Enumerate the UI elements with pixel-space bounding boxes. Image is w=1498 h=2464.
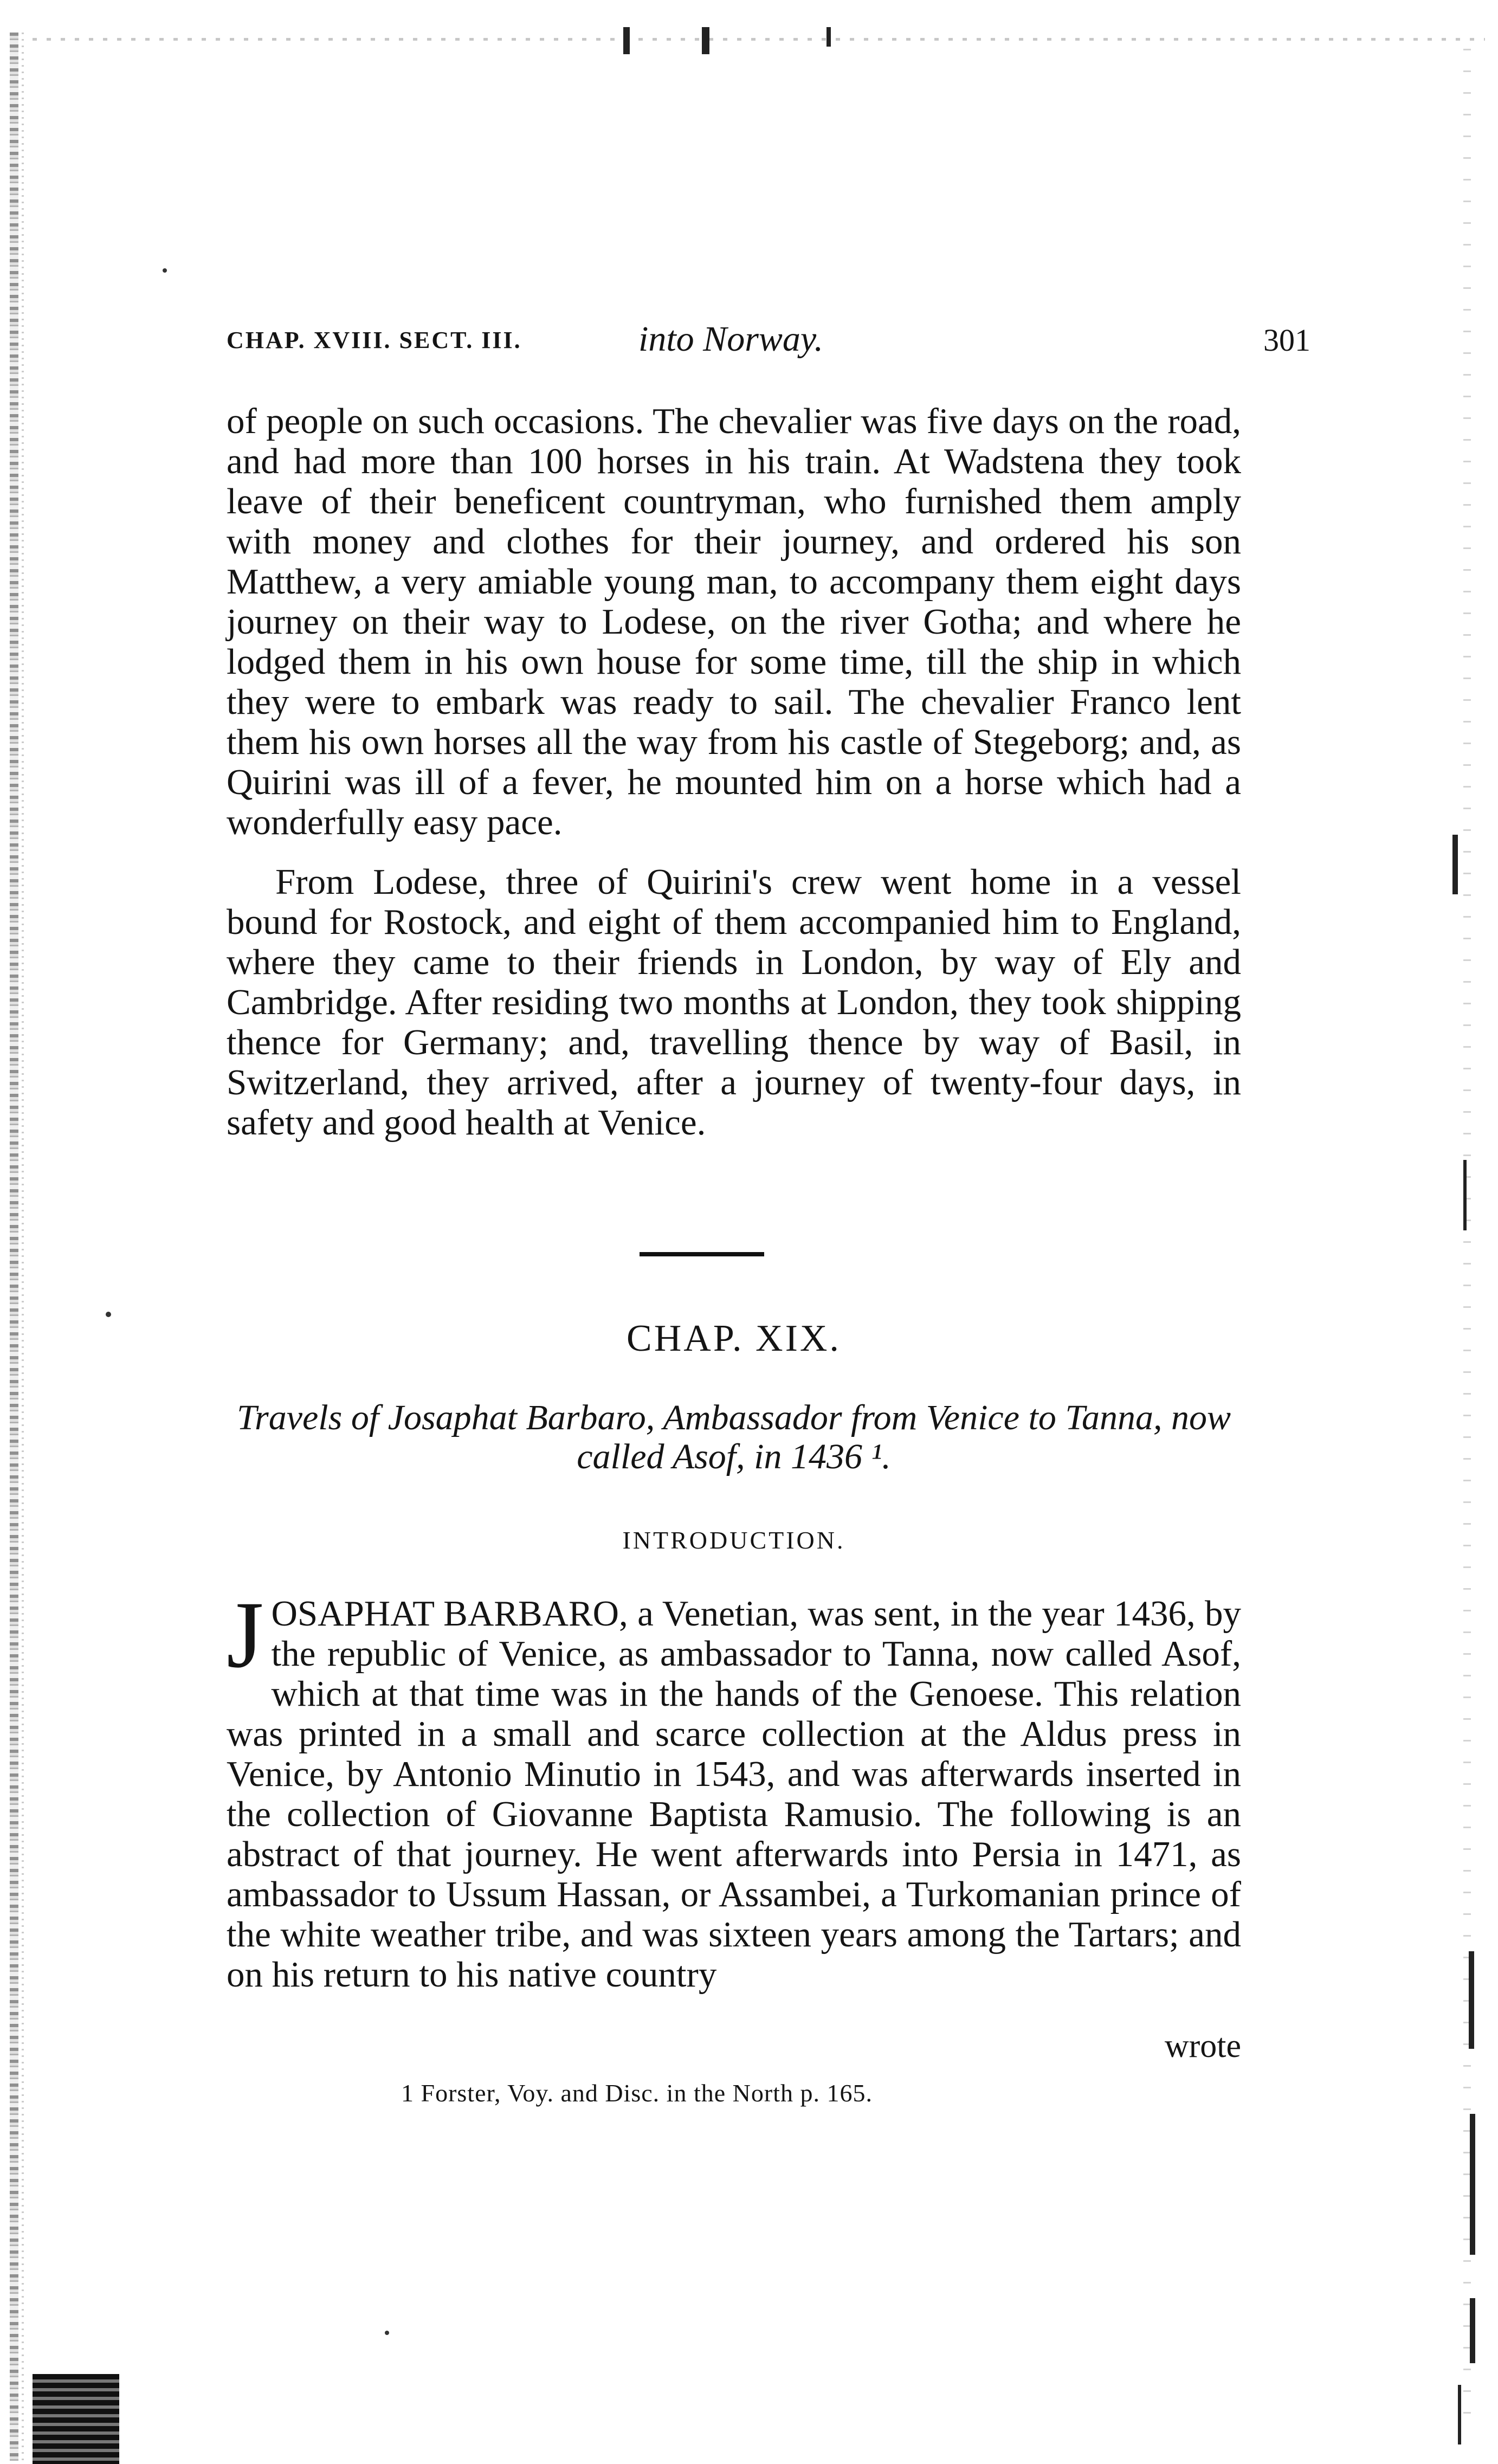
page-number: 301 — [1263, 322, 1310, 358]
footnote: 1 Forster, Voy. and Disc. in the North p. 165. — [401, 2079, 873, 2107]
scan-top-mark — [827, 27, 831, 47]
scan-right-mark — [1458, 2385, 1461, 2444]
scan-right-mark — [1469, 1951, 1474, 2049]
catchword: wrote — [1164, 2028, 1241, 2065]
scan-right-edge — [1463, 49, 1471, 2434]
section-rule — [640, 1252, 764, 1256]
scan-speck — [385, 2331, 389, 2335]
scan-right-mark — [1463, 1160, 1467, 1230]
paragraph-introduction — [227, 1582, 1241, 1995]
scan-top-mark — [702, 27, 709, 54]
scan-corner-block — [33, 2374, 119, 2464]
scan-top-edge — [33, 38, 1485, 41]
paragraph-continuation: of people on such occasions. The chevalier was five days on the road, and had more than 100 horses in his train. At Wadstena they took leave of their beneficent countryman, who furnished them amply with money and clothes for their journey, and ordered his son Matthew, a very amiable young man, to accompany them eight days journey on their way to Lodese, on the river Gotha; and where he lodged them in his own house for some time, till the ship in which they were to embark was ready to sail. The chevalier Franco lent them his own horses all the way from his castle of Stegeborg; and, as Quirini was ill of a fever, he mounted him on a horse which had a wonderfully easy pace. — [227, 401, 1241, 842]
running-head — [227, 319, 1310, 367]
scan-right-mark — [1470, 2114, 1475, 2255]
scan-speck — [163, 268, 167, 273]
scan-right-mark — [1470, 2298, 1475, 2363]
introduction-text: OSAPHAT BARBARO, a Venetian, was sent, in the year 1436, by the republic of Venice, as ambassador to Tanna, now called Asof, which at that time was in the hands of the Genoese. This relation was printed in a small and scarce collection at the Aldus press in Venice, by Antonio Minutio in 1543, and was afterwards inserted in the collection of Giovanne Baptista Ramusio. The following is an abstract of that journey. He went afterwards into Persia in 1471, as ambassador to Ussum Hassan, or Assambei, a Turkomanian prince of the white weather tribe, and was sixteen years among the Tartars; and on his return to his native country — [227, 1594, 1241, 1995]
running-head-title: into Norway. — [638, 319, 824, 359]
scan-left-edge-speckle — [22, 33, 24, 2461]
chapter-title: CHAP. XIX. — [627, 1318, 841, 1359]
scan-left-edge — [10, 33, 18, 2461]
scan-speck — [106, 1312, 111, 1317]
scan-top-mark — [623, 27, 630, 54]
paragraph-lodese: From Lodese, three of Quirini's crew went home in a vessel bound for Rostock, and eight of them accompanied him to England, where they came to their friends in London, by way of Ely and Cambridge. After residing two months at London, they took shipping thence for Germany; and, travelling thence by way of Basil, in Switzerland, they arrived, after a journey of twenty-four days, in safety and good health at Venice. — [227, 862, 1241, 1143]
section-heading: INTRODUCTION. — [622, 1526, 845, 1554]
chapter-subtitle: Travels of Josaphat Barbaro, Ambassador from Venice to Tanna, now called Asof, in 1436 ¹. — [236, 1398, 1231, 1476]
drop-cap: J — [227, 1582, 264, 1688]
scan-right-mark — [1452, 835, 1458, 894]
running-head-chapter: CHAP. XVIII. SECT. III. — [227, 327, 522, 353]
